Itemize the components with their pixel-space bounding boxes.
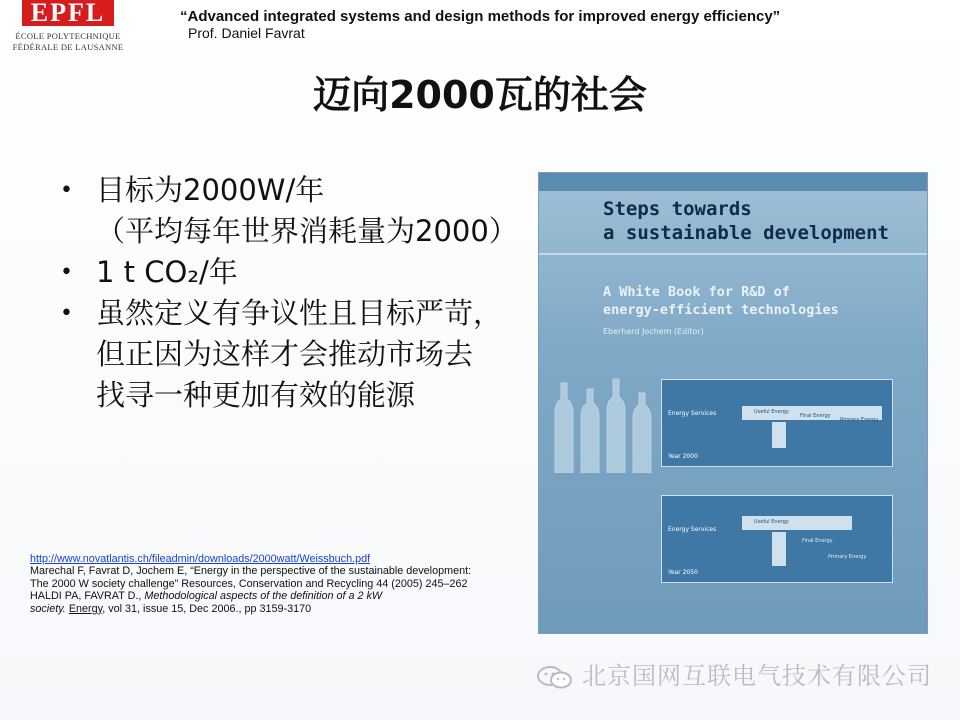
course-author: Prof. Daniel Favrat — [188, 25, 305, 41]
reference-2-journal: Energy — [68, 602, 103, 615]
logo-line-1: ÉCOLE POLYTECHNIQUE — [15, 31, 121, 41]
panel-2-final: Final Energy — [802, 538, 833, 544]
reference-2-title-a: Methodological aspects of the definition of a 2 kW — [144, 590, 383, 603]
book-editor: Eberhard Jochem (Editor) — [603, 327, 704, 336]
bullet-continuation: （平均每年世界消耗量为2000） — [96, 214, 518, 248]
reference-2-rest: , vol 31, issue 15, Dec 2006., pp 3159-3170 — [102, 602, 312, 615]
reference-2-line-1 — [30, 590, 550, 602]
book-title — [603, 197, 889, 245]
wechat-watermark — [412, 656, 932, 691]
panel-1-label: Energy Services — [668, 410, 717, 417]
panel-1-arrow-down — [772, 422, 786, 448]
bullet-item: • 虽然定义有争议性且目标严苛， — [60, 293, 540, 334]
wechat-icon — [536, 665, 574, 689]
bullet-list — [60, 170, 540, 416]
panel-2-useful: Useful Energy — [754, 519, 789, 525]
slide-title: 迈向2000瓦的社会 — [313, 73, 647, 117]
panel-2-label: Energy Services — [668, 526, 717, 533]
bottles-graphic — [547, 353, 667, 473]
epfl-logo — [2, 0, 122, 58]
reference-1-line-2: The 2000 W society challenge” Resources, Conservation and Recycling 44 (2005) 245–262 — [30, 577, 468, 590]
panel-2-year: Year 2050 — [668, 569, 698, 576]
book-subtitle-line-2: energy-efficient technologies — [603, 302, 839, 318]
bullet-item: • 1 t CO₂/年 — [60, 252, 540, 293]
course-title: “Advanced integrated systems and design methods for improved energy efficiency” — [180, 8, 781, 25]
reference-2-line-2 — [30, 603, 550, 615]
epfl-logo-mark — [22, 0, 114, 26]
energy-diagram-2050 — [661, 495, 893, 583]
reference-link[interactable]: http://www.novatlantis.ch/fileadmin/downloads/2000watt/Weissbuch.pdf — [30, 553, 371, 565]
reference-2-title-b: society. — [30, 602, 66, 615]
references — [30, 553, 550, 615]
panel-2-primary: Primary Energy — [828, 554, 867, 560]
bullet-continuation: 找寻一种更加有效的能源 — [96, 378, 416, 412]
panel-1-primary: Primary Energy — [840, 417, 879, 423]
book-top-bar — [539, 173, 927, 191]
book-title-line-2: a sustainable development — [603, 222, 889, 244]
book-subtitle-line-1: A White Book for R&D of — [603, 284, 790, 300]
book-subtitle — [603, 283, 839, 319]
watermark-text: 北京国网互联电气技术有限公司 — [582, 662, 932, 690]
reference-1-line-1: Marechal F, Favrat D, Jochem E, “Energy in the perspective of the sustainable development: — [30, 565, 472, 578]
bullet-continuation: 但正因为这样才会推动市场去 — [96, 337, 474, 371]
book-divider — [539, 253, 927, 255]
reference-2-authors: HALDI PA, FAVRAT D., — [30, 590, 145, 603]
panel-2-arrow-down — [772, 532, 786, 566]
panel-1-useful: Useful Energy — [754, 409, 789, 415]
panel-1-final: Final Energy — [800, 413, 831, 419]
logo-line-2: FÉDÉRALE DE LAUSANNE — [12, 42, 124, 52]
energy-diagram-2000 — [661, 379, 893, 467]
epfl-logo-text: EPFL — [30, 0, 106, 27]
book-title-line-1: Steps towards — [603, 198, 752, 220]
book-cover-image — [538, 172, 928, 634]
bullet-item: • 目标为2000W/年 — [60, 170, 540, 211]
panel-1-year: Year 2000 — [668, 453, 698, 460]
